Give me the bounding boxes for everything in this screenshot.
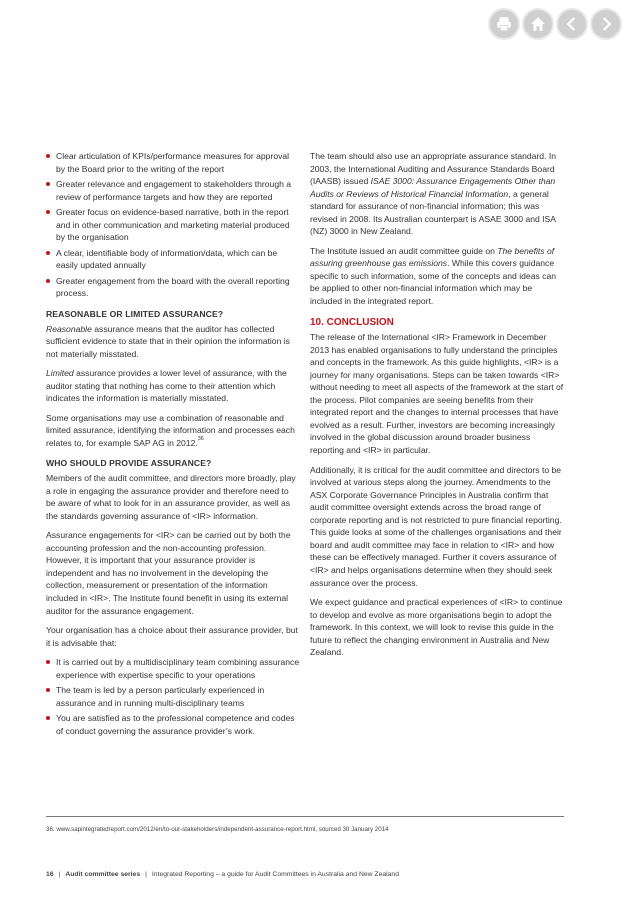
navigation-bar: [488, 8, 622, 40]
print-icon: [495, 15, 513, 33]
paragraph: [46, 323, 300, 361]
left-column: [46, 150, 300, 743]
list-item: Clear articulation of KPIs/performance measures for approval by the Board prior to the writing of the report: [46, 150, 300, 175]
paragraph-text: assurance provides a lower level of assurance, with the auditor stating that nothing has come to their attention which indicates the information is materially misstated.: [46, 368, 287, 404]
list-item: Greater focus on evidence-based narrative, both in the report and in other communication and marketing material produced by the organisation: [46, 206, 300, 244]
previous-page-button[interactable]: [556, 8, 588, 40]
series-name: Audit committee series: [65, 871, 141, 878]
paragraph: [310, 150, 564, 238]
right-column: [310, 150, 564, 666]
paragraph: Your organisation has a choice about their assurance provider, but it is advisable that:: [46, 625, 298, 648]
emphasis: ISAE 3000: Assurance Engagements Other than Audits or Reviews of Historical Financial Information: [310, 176, 556, 199]
heading-conclusion: 10. CONCLUSION: [310, 316, 394, 328]
footer-separator: |: [145, 871, 147, 878]
list-item: A clear, identifiable body of information/data, which can be easily updated annually: [46, 247, 300, 272]
advisable-list: [46, 656, 300, 737]
document-title: Integrated Reporting – a guide for Audit Committees in Australia and New Zealand: [151, 871, 399, 878]
list-item: You are satisfied as to the professional competence and codes of conduct governing the assurance provider’s work.: [46, 712, 300, 737]
list-item: It is carried out by a multidisciplinary team combining assurance experience with expertise specific to your operations: [46, 656, 300, 681]
emphasis: Reasonable: [46, 323, 92, 334]
chevron-left-icon: [563, 15, 581, 33]
paragraph: Members of the audit committee, and directors more broadly, play a role in engaging the assurance provider and therefore need to be aware of what to look for in an assurance provider, as well as the standards governing assurance of <IR> information.: [46, 473, 296, 521]
paragraph: [46, 412, 300, 450]
home-button[interactable]: [522, 8, 554, 40]
page-footer: [46, 871, 399, 878]
next-page-button[interactable]: [590, 8, 622, 40]
list-item: The team is led by a person particularly experienced in assurance and in running multi-disciplinary teams: [46, 684, 300, 709]
paragraph-text: The Institute issued an audit committee guide on: [310, 245, 498, 256]
paragraph-text: Some organisations may use a combination of reasonable and limited assurance, identifying the information and processes each relates to, for example SAP AG in 2012.: [46, 412, 295, 448]
list-item: Greater engagement from the board with the overall reporting process.: [46, 275, 300, 300]
heading-reasonable-or-limited: REASONABLE OR LIMITED ASSURANCE?: [46, 309, 224, 320]
paragraph: The release of the International <IR> Framework in December 2013 has enabled organisations to fully understand the principles and concepts in the framework. As this guide highlights, <IR> is a journey for many organisations. Steps can be taken towards <IR> without needing to meet all aspects of the framework at the start of the process. Pilot companies are seeing benefits from their integrated report and the changes to internal processes that have evolved as a result. Further, investors are becoming increasingly involved in the global discussion around broader business reporting and <IR> in particular.: [310, 332, 564, 456]
footnote-divider: [46, 816, 564, 817]
emphasis: The benefits of assuring greenhouse gas emissions: [310, 245, 555, 269]
paragraph-text: , a general standard for assurance of non-financial information; this was revised in 2008. Its Australian counterpart is ASAE 3000 and ISA (NZ) 3000 in New Zealand.: [310, 188, 556, 237]
paragraph: Assurance engagements for <IR> can be carried out by both the accounting profession and the non-accounting profession. However, it is important that your assurance provider is independent and has no involvement in the developing the collection, measurement or presentation of the information included in <IR>. The Institute found benefit in using its external auditor for the assurance engagement.: [46, 530, 291, 616]
page-number: 16: [46, 871, 54, 878]
paragraph-text: assurance means that the auditor has collected sufficient evidence to state that in their opinion the information is not materially misstated.: [46, 323, 290, 359]
footnote: 36. www.sapintegratedreport.com/2012/en/to-our-stakeholders/independent-assurance-report.html, sourced 30 January 2014: [46, 826, 389, 833]
paragraph-text: . While this covers guidance specific to such information, some of the concepts and ideas can be applied to other non-financial information which may be included in the integrated report.: [310, 258, 557, 307]
list-item: Greater relevance and engagement to stakeholders through a review of performance targets and how they are reported: [46, 178, 300, 203]
paragraph: We expect guidance and practical experiences of <IR> to continue to develop and evolve as more organisations begin to adopt the framework. In this context, we will look to revise this guide in the future to reflect the changing environment in Australia and New Zealand.: [310, 597, 563, 658]
chevron-right-icon: [597, 15, 615, 33]
footnote-ref: 36: [197, 435, 204, 442]
print-button[interactable]: [488, 8, 520, 40]
home-icon: [529, 15, 547, 33]
benefits-list: [46, 150, 300, 300]
footer-separator: |: [58, 871, 61, 878]
paragraph-text: The team should also use an appropriate assurance standard. In 2003, the International Auditing and Assurance Standards Board (IAASB) issued: [310, 151, 557, 187]
heading-who-should-provide: WHO SHOULD PROVIDE ASSURANCE?: [46, 458, 212, 469]
paragraph: [46, 367, 300, 405]
paragraph: [310, 245, 564, 308]
emphasis: Limited: [46, 368, 74, 379]
paragraph: Additionally, it is critical for the audit committee and directors to be involved at various steps along the journey. Amendments to the ASX Corporate Governance Principles in Australia confirm that audit committee oversight extends across the broad range of corporate reporting and is not restricted to pure financial reporting. This guide looks at some of the challenges organisations and their board and audit committee may face in relation to <IR> and how these can be effectively managed. Further it covers assurance of <IR> and helps organisations determine when they should seek assurance over the process.: [310, 464, 562, 588]
